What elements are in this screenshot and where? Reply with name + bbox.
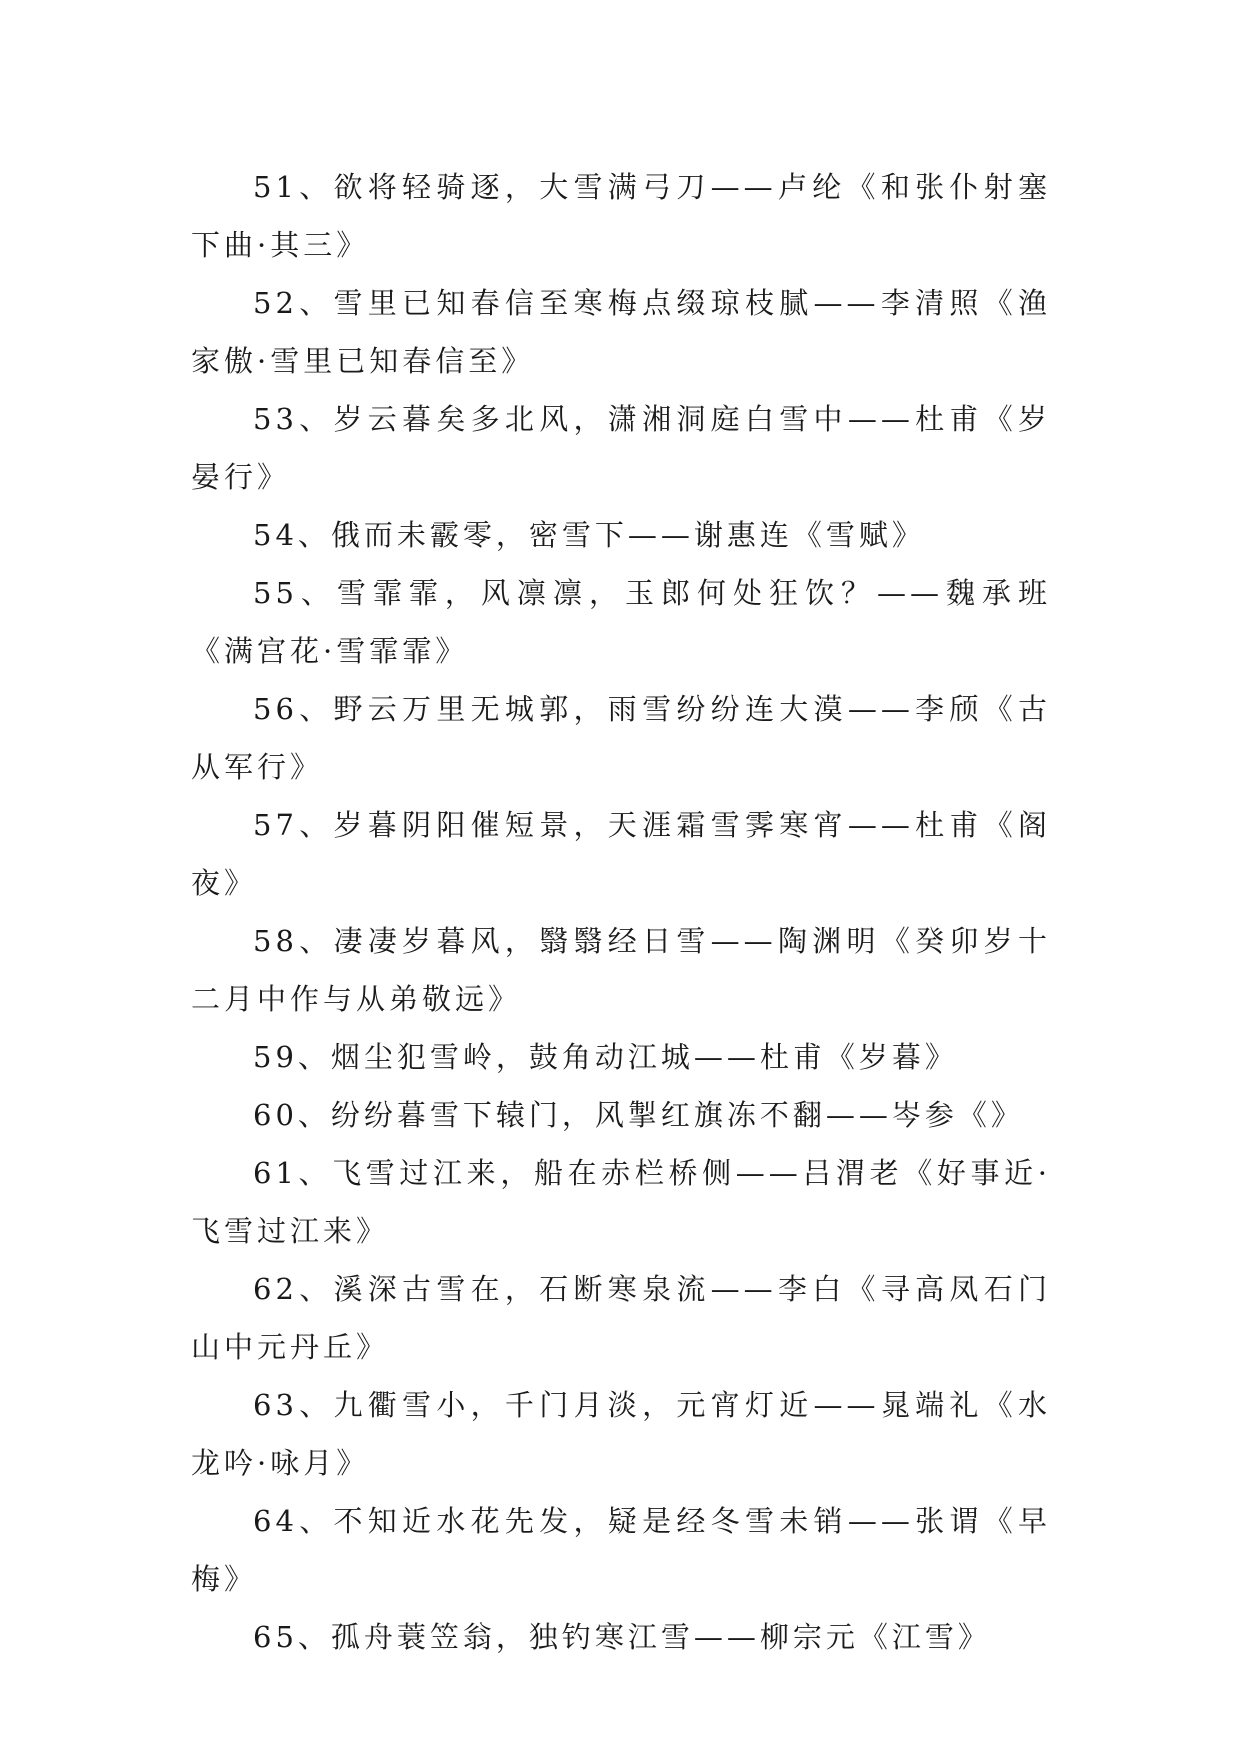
poem-entry-65: 65、孤舟蓑笠翁，独钓寒江雪——柳宗元《江雪》: [253, 1620, 991, 1654]
poem-entry-61: 61、飞雪过江来，船在赤栏桥侧——吕渭老《好事近·飞雪过江来》: [191, 1156, 1051, 1248]
poem-entry-64: 64、不知近水花先发，疑是经冬雪未销——张谓《早梅》: [191, 1504, 1051, 1596]
poem-entry-63: 63、九衢雪小，千门月淡，元宵灯近——晁端礼《水龙吟·咏月》: [191, 1388, 1051, 1480]
poem-entry-58: 58、凄凄岁暮风，翳翳经日雪——陶渊明《癸卯岁十二月中作与从弟敬远》: [191, 924, 1051, 1016]
poem-entry-57: 57、岁暮阴阳催短景，天涯霜雪霁寒宵——杜甫《阁夜》: [191, 808, 1051, 900]
poem-entry-55: 55、雪霏霏，风凛凛，玉郎何处狂饮？——魏承班《满宫花·雪霏霏》: [191, 576, 1051, 668]
poem-entry-62: 62、溪深古雪在，石断寒泉流——李白《寻高凤石门山中元丹丘》: [191, 1272, 1051, 1364]
poem-entry-54: 54、俄而未霰零，密雪下——谢惠连《雪赋》: [253, 518, 925, 552]
poem-entry-60: 60、纷纷暮雪下辕门，风掣红旗冻不翻——岑参《》: [253, 1098, 1024, 1132]
poem-entry-53: 53、岁云暮矣多北风，潇湘洞庭白雪中——杜甫《岁晏行》: [191, 402, 1051, 494]
poem-entry-51: 51、欲将轻骑逐，大雪满弓刀——卢纶《和张仆射塞下曲·其三》: [191, 170, 1051, 262]
poem-entry-59: 59、烟尘犯雪岭，鼓角动江城——杜甫《岁暮》: [253, 1040, 958, 1074]
poem-entry-56: 56、野云万里无城郭，雨雪纷纷连大漠——李颀《古从军行》: [191, 692, 1051, 784]
document-body: [191, 158, 1051, 1666]
poem-entry-52: 52、雪里已知春信至寒梅点缀琼枝腻——李清照《渔家傲·雪里已知春信至》: [191, 286, 1051, 378]
